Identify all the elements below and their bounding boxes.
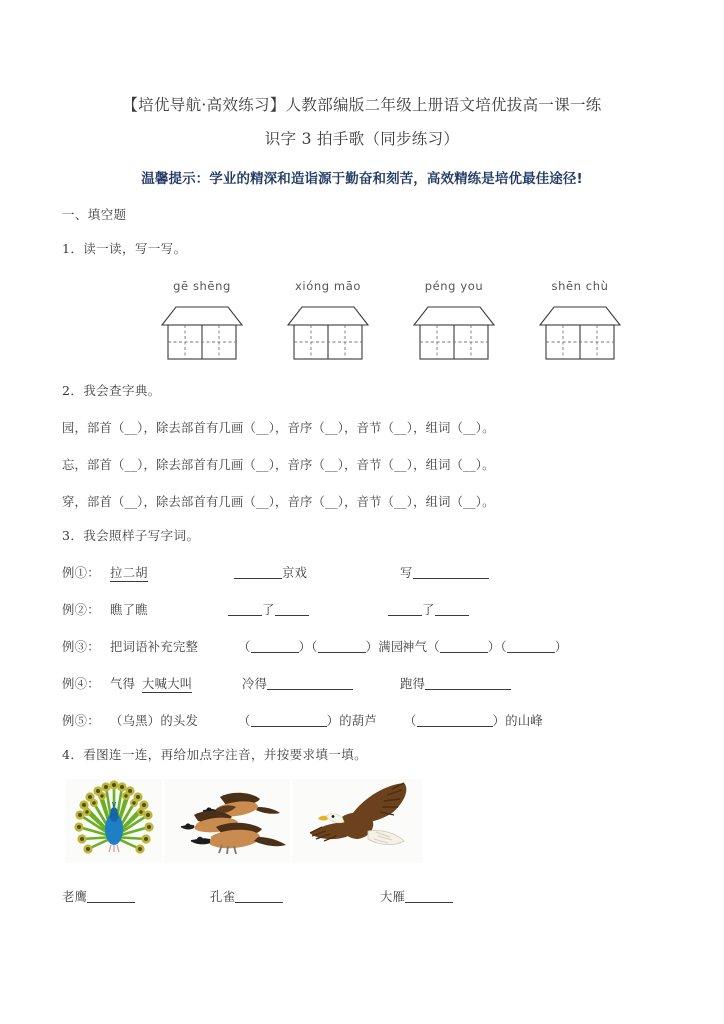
answer-blank[interactable] [235, 890, 283, 903]
example-4-right-word: 跑得 [400, 677, 426, 691]
answer-blank[interactable] [251, 640, 299, 653]
answer-blank[interactable] [267, 677, 353, 690]
example-2-blank-a[interactable] [228, 600, 309, 618]
question-1-prompt: 1．读一读，写一写。 [62, 241, 187, 256]
example-4-blank-a[interactable] [242, 674, 353, 692]
geese-image[interactable] [164, 779, 290, 863]
answer-blank[interactable] [507, 640, 555, 653]
example-5-mid-word: 的葫芦 [339, 714, 378, 728]
answer-blank[interactable] [417, 714, 493, 727]
example-3-label: 例③： [62, 640, 100, 654]
example-5-label: 例⑤： [62, 714, 100, 728]
pinyin-label-1: gē shēng [173, 279, 231, 293]
example-1-mid-word: 京戏 [282, 566, 308, 580]
pinyin-label-4: shēn chù [551, 279, 609, 293]
example-5-right-word: 的山峰 [505, 714, 544, 728]
answer-blank[interactable] [435, 603, 469, 616]
example-4-blank-b[interactable] [400, 674, 511, 692]
bird-images-row [62, 779, 662, 865]
example-5-blank-b[interactable]: （ ）的山峰 [404, 714, 544, 728]
example-5-model-word: （乌黑）的头发 [110, 714, 199, 728]
example-row-1 [62, 563, 662, 581]
writing-grid-box-3[interactable] [408, 303, 500, 361]
example-4-label: 例④： [62, 677, 100, 691]
example-1-blank-a[interactable] [234, 563, 307, 581]
pinyin-row [62, 279, 662, 301]
example-row-3 [62, 637, 662, 655]
example-1-model-word: 拉二胡 [110, 563, 148, 582]
peacock-image[interactable] [66, 779, 162, 863]
bird-label-eagle[interactable] [62, 887, 135, 905]
example-2-blank-b[interactable] [388, 600, 469, 618]
pinyin-label-2: xióng māo [295, 279, 361, 293]
answer-blank[interactable] [234, 566, 282, 579]
pinyin-label-3: péng you [424, 279, 484, 293]
example-3-blank-b[interactable]: 神气（ ）（ ） [402, 640, 568, 654]
answer-blank[interactable] [413, 566, 489, 579]
document-content [62, 92, 662, 907]
answer-blank[interactable] [388, 603, 422, 616]
answer-blank[interactable] [275, 603, 309, 616]
bird-label-peacock[interactable] [210, 887, 283, 905]
writing-grid-box-2[interactable] [282, 303, 374, 361]
question-3-prompt: 3．我会照样子写字词。 [62, 528, 200, 543]
answer-blank[interactable] [318, 640, 366, 653]
dictionary-line-2: 忘，部首（__），除去部首有几画（__），音序（__），音节（__），组词（__）。 [62, 458, 495, 472]
answer-blank[interactable] [425, 677, 511, 690]
example-2-right-word: 了 [422, 603, 435, 617]
bird-label-goose[interactable] [380, 887, 453, 905]
question-4-prompt: 4．看图连一连，再给加点字注音，并按要求填一填。 [62, 747, 368, 762]
answer-blank[interactable] [405, 890, 453, 903]
answer-blank[interactable] [440, 640, 488, 653]
example-4-model-prefix: 气得 [110, 677, 136, 691]
example-3-mid-word: 满园 [378, 640, 404, 654]
eagle-image[interactable] [292, 779, 422, 863]
answer-blank[interactable] [87, 890, 135, 903]
example-1-right-word: 写 [400, 566, 413, 580]
bird-label-goose-text: 大雁 [380, 890, 406, 904]
example-5-blank-a[interactable]: （ ）的葫芦 [238, 714, 378, 728]
example-3-model-word: 把词语补充完整 [110, 640, 199, 654]
tianzige-row [62, 303, 662, 365]
example-row-4 [62, 674, 662, 692]
writing-grid-box-1[interactable] [156, 303, 248, 361]
example-2-label: 例②： [62, 603, 100, 617]
example-3-right-word: 神气 [402, 640, 428, 654]
answer-blank[interactable] [251, 714, 327, 727]
example-1-blank-b[interactable] [400, 563, 489, 581]
example-4-model-word: 大喊大叫 [142, 674, 192, 693]
section-heading-fill-in-blanks: 一、填空题 [62, 207, 127, 222]
example-4-mid-word: 冷得 [242, 677, 268, 691]
dictionary-line-1: 园，部首（__），除去部首有几画（__），音序（__），音节（__），组词（__）。 [62, 421, 495, 435]
question-2-prompt: 2．我会查字典。 [62, 383, 161, 398]
dictionary-line-3: 穿，部首（__），除去部首有几画（__），音序（__），音节（__），组词（__）。 [62, 495, 495, 509]
example-row-5 [62, 711, 662, 729]
example-row-2 [62, 600, 662, 618]
example-2-model-word: 瞧了瞧 [110, 603, 148, 617]
answer-blank[interactable] [228, 603, 262, 616]
document-title-line2: 识字 3 拍手歌（同步练习） [264, 130, 460, 148]
warm-tip-text: 温馨提示：学业的精深和造诣源于勤奋和刻苦，高效精练是培优最佳途径! [141, 171, 583, 187]
example-3-blank-a[interactable]: （ ）（ ）满园 [238, 640, 404, 654]
example-2-mid-word: 了 [262, 603, 275, 617]
bird-name-labels-row [62, 887, 662, 907]
document-title-line1: 【培优导航·高效练习】人教部编版二年级上册语文培优拔高一课一练 [122, 96, 602, 114]
example-1-label: 例①： [62, 566, 100, 580]
writing-grid-box-4[interactable] [534, 303, 626, 361]
bird-label-eagle-text: 老鹰 [62, 890, 88, 904]
bird-label-peacock-text: 孔雀 [210, 890, 236, 904]
